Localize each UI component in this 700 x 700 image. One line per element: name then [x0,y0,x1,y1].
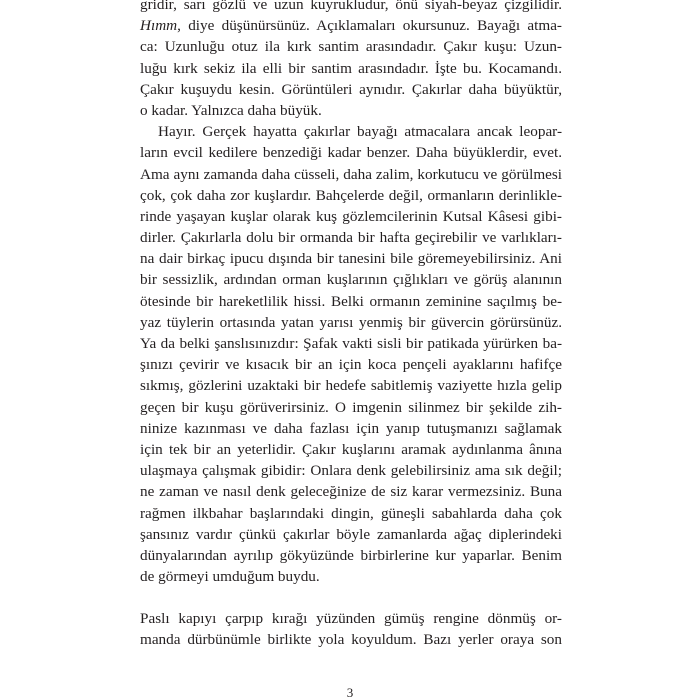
text-line: Çakır kuşuydu kesin. Görüntüleri aynıdır. Çakırlar daha büyüktür, [140,80,562,98]
page-body [140,0,562,651]
text-line: sıkmış, gözlerini uzaktaki bir hedefe sabitlemiş vaziyette hızla gelip [140,377,562,395]
text-line: o kadar. Yalnızca daha büyük. [140,101,322,119]
text-line: Ama aynı zamanda daha cüsseli, daha zalim, korkutucu ve görülmesi [140,165,562,183]
text-line: ne zaman ve nasıl denk geleceğinize de siz karar vermezsiniz. Buna [140,483,562,501]
text-line: manda dürbünümle birlikte yola koyuldum. Bazı yerler oraya son [140,631,562,649]
text-line: yaz tüylerin ortasında yatan yarısı yenmiş bir güvercin görürsünüz. [140,313,562,331]
text-line: rağmen ilkbahar başlarındaki dingin, güneşli sabahlarda daha çok [140,504,562,522]
text-line: Ya da belki şanslısınızdır: Şafak vakti sisli bir patikada yürürken ba- [140,335,562,352]
text-line: için tek bir an yeterlidir. Çakır kuşlarını aramak aydınlanma ânına [140,440,562,458]
text-line: şansınız vardır çünkü çakırlar böyle zamanlarda ağaç diplerindeki [140,525,562,543]
text-line: dünyalarından ayrılıp gökyüzünde birbirlerine kur yaparlar. Benim [140,546,562,564]
text-line: ulaşmaya çalışmak gibidir: Onlara denk gelebilirsiniz ama sık değil; [140,462,562,480]
text-line: ötesinde bir hareketlilik hissi. Belki ormanın zeminine saçılmış be- [140,292,562,310]
text-line: ların evcil kedilere benzediği kadar benzer. Daha büyüklerdir, evet. [140,144,562,162]
text-line: de görmeyi umduğum buydu. [140,568,320,586]
text-line: dirler. Çakırlarla dolu bir ormanda bir hafta geçirebilir ve varlıkları- [140,229,562,247]
text-line: ninize kazınması ve daha fazlası için yanıp tutuşmanızı sağlamak [140,419,562,437]
text-line: na dair birkaç ipucu dışında bir tanesini bile göremeyebilirsiniz. Ani [140,250,562,268]
paragraph-2 [140,121,562,587]
text-line: luğu kırk sekiz ila elli bir santim arasındadır. İşte bu. Kocamandı. [140,59,562,77]
text-line: ca: Uzunluğu otuz ila kırk santim arasındadır. Çakır kuşu: Uzun- [140,38,562,56]
text-line: geçen bir kuşu görüverirsiniz. O imgenin silinmez bir şekilde zih- [140,398,562,416]
page-number: 3 [346,685,354,700]
paragraph-3 [140,608,562,650]
text-line: Hayır. Gerçek hayatta çakırlar bayağı atmacalara ancak leopar- [158,123,562,141]
paragraph-1 [140,0,562,121]
section-break [140,587,562,608]
text-line: Hımm, diye düşünürsünüz. Açıklamaları okursunuz. Bayağı atma- [140,17,562,35]
text-line: bir sessizlik, ardından orman kuşlarının çığlıkları ve görüş alanının [140,271,562,289]
text-line: çok, çok daha zor kuşlardır. Bahçelerde değil, ormanların derinlikle- [140,186,562,204]
text-line: rinde yaşayan kuşlar olarak kuş gözlemcilerinin Kutsal Kâsesi gibi- [140,207,562,225]
text-line: gridir, sarı gözlü ve uzun kuyrukludur, önü siyah-beyaz çizgilidir. [140,0,562,13]
text-line: şınızı çevirir ve kısacık bir an için koca pençeli ayaklarını hafifçe [140,356,562,374]
text-line: Paslı kapıyı çarpıp kırağı yüzünden gümüş rengine dönmüş or- [140,610,562,628]
